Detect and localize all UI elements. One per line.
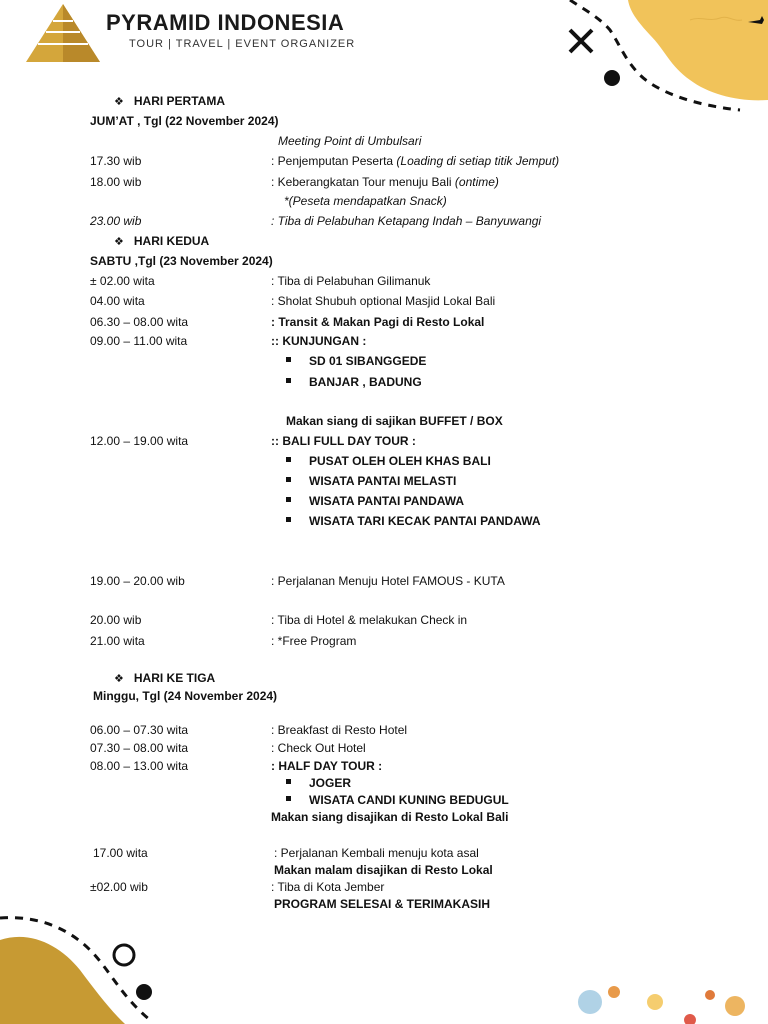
day2-date: SABTU ,Tgl (23 November 2024) [90, 254, 273, 268]
dinner-note: Makan malam disajikan di Resto Lokal [274, 863, 493, 877]
pyramid-logo-icon [24, 2, 102, 66]
day1-meeting-point: Meeting Point di Umbulsari [278, 134, 422, 148]
schedule-activity: : Breakfast di Resto Hotel [271, 723, 408, 737]
square-bullet-icon [286, 457, 291, 462]
diamond-bullet-icon: ❖ [114, 236, 124, 248]
schedule-activity: : Perjalanan Kembali menuju kota asal [274, 846, 479, 860]
list-item: JOGER [286, 775, 351, 791]
footer-decoration [0, 910, 768, 1024]
square-bullet-icon [286, 779, 291, 784]
schedule-time: 04.00 wita [90, 294, 145, 308]
schedule-activity: :: BALI FULL DAY TOUR : [271, 434, 416, 448]
x-mark-icon [570, 30, 592, 52]
schedule-time: 18.00 wib [90, 175, 142, 189]
schedule-time: 20.00 wib [90, 613, 142, 627]
schedule-activity: : Tiba di Pelabuhan Gilimanuk [271, 274, 431, 288]
square-bullet-icon [286, 477, 291, 482]
square-bullet-icon [286, 497, 291, 502]
brand-name: PYRAMID INDONESIA [106, 10, 345, 35]
day3-date: Minggu, Tgl (24 November 2024) [93, 689, 278, 703]
day3-heading: ❖ HARI KE TIGA [114, 671, 216, 685]
schedule-activity: : Tiba di Pelabuhan Ketapang Indah – Banyuwangi [271, 214, 542, 228]
list-item: PUSAT OLEH OLEH KHAS BALI [286, 453, 491, 469]
schedule-time: 09.00 – 11.00 wita [90, 334, 188, 348]
day1-heading: ❖ HARI PERTAMA [114, 94, 225, 108]
header-decoration [540, 0, 768, 120]
list-item: WISATA CANDI KUNING BEDUGUL [286, 792, 509, 808]
list-item: WISATA TARI KECAK PANTAI PANDAWA [286, 513, 541, 529]
schedule-activity: : Tiba di Kota Jember [271, 880, 385, 894]
square-bullet-icon [286, 357, 291, 362]
schedule-time: 19.00 – 20.00 wib [90, 574, 185, 588]
list-item: WISATA PANTAI PANDAWA [286, 493, 464, 509]
schedule-time: 06.30 – 08.00 wita [90, 315, 189, 329]
closing-note: PROGRAM SELESAI & TERIMAKASIH [274, 897, 491, 911]
square-bullet-icon [286, 796, 291, 801]
schedule-activity: : Check Out Hotel [271, 741, 366, 755]
schedule-activity: : Tiba di Hotel & melakukan Check in [271, 613, 468, 627]
list-item: WISATA PANTAI MELASTI [286, 473, 456, 489]
diamond-bullet-icon: ❖ [114, 673, 124, 685]
day1-date: JUM’AT , Tgl (22 November 2024) [90, 114, 279, 128]
square-bullet-icon [286, 378, 291, 383]
schedule-activity: : HALF DAY TOUR : [271, 759, 383, 773]
schedule-time: 12.00 – 19.00 wita [90, 434, 189, 448]
schedule-time: 17.00 wita [93, 846, 148, 860]
schedule-time: ±02.00 wib [90, 880, 148, 894]
schedule-activity: : Perjalanan Menuju Hotel FAMOUS - KUTA [271, 574, 505, 588]
schedule-time: ± 02.00 wita [90, 274, 155, 288]
diamond-bullet-icon: ❖ [114, 96, 124, 108]
lunch-note: Makan siang di sajikan BUFFET / BOX [286, 414, 503, 428]
schedule-activity: : Keberangkatan Tour menuju Bali (ontime) [271, 175, 499, 189]
schedule-activity: : Penjemputan Peserta (Loading di setiap titik Jemput) [271, 154, 560, 168]
schedule-activity: : *Free Program [271, 634, 357, 648]
day2-heading: ❖ HARI KEDUA [114, 234, 210, 248]
schedule-time: 06.00 – 07.30 wita [90, 723, 189, 737]
schedule-time: 23.00 wib [90, 214, 142, 228]
schedule-time: 08.00 – 13.00 wita [90, 759, 189, 773]
schedule-time: 21.00 wita [90, 634, 145, 648]
schedule-activity: : Sholat Shubuh optional Masjid Lokal Bali [271, 294, 496, 308]
lunch-note: Makan siang disajikan di Resto Lokal Bali [271, 810, 509, 824]
schedule-activity: : Transit & Makan Pagi di Resto Lokal [271, 315, 485, 329]
schedule-time: 07.30 – 08.00 wita [90, 741, 189, 755]
square-bullet-icon [286, 517, 291, 522]
list-item: BANJAR , BADUNG [286, 374, 422, 390]
snack-note: *(Peseta mendapatkan Snack) [284, 194, 447, 208]
list-item: SD 01 SIBANGGEDE [286, 353, 426, 369]
schedule-time: 17.30 wib [90, 154, 142, 168]
schedule-activity: :: KUNJUNGAN : [271, 334, 367, 348]
brand-tagline: TOUR | TRAVEL | EVENT ORGANIZER [129, 38, 356, 50]
